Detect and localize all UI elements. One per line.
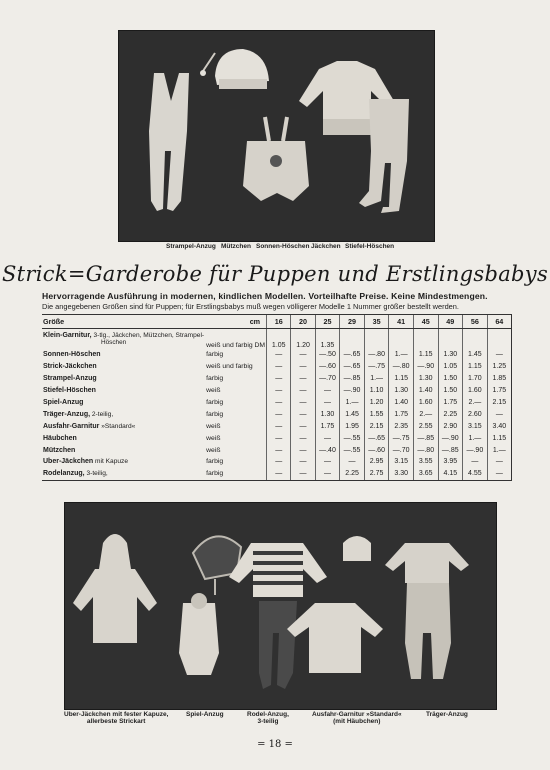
price-cell: —.75	[364, 361, 389, 373]
price-cell: —	[487, 408, 511, 420]
item-name-cell	[42, 456, 205, 468]
price-cell: 2.95	[364, 456, 389, 468]
price-cell: 1.—	[364, 373, 389, 385]
table-row	[42, 408, 512, 420]
price-cell: —	[267, 444, 291, 456]
price-cell: —	[291, 432, 315, 444]
price-cell: —.80	[389, 361, 414, 373]
price-cell: 1.70	[463, 373, 488, 385]
bottom-photo-garments	[65, 503, 496, 709]
price-cell: 1.60	[463, 385, 488, 397]
item-name: Strick-Jäckchen	[43, 363, 97, 371]
price-cell: —	[267, 456, 291, 468]
table-row	[42, 468, 512, 480]
item-color: farbig	[206, 351, 224, 359]
price-cell: —.65	[364, 432, 389, 444]
top-photo-garments	[119, 31, 434, 241]
price-cell: —.85	[413, 432, 438, 444]
table-body	[42, 329, 512, 481]
price-cell: 2.55	[413, 420, 438, 432]
item-color: weiß	[206, 434, 221, 442]
price-cell: —.65	[340, 361, 365, 373]
top-caption-strampel-anzug: Strampel-Anzug	[166, 243, 216, 250]
price-cell: —	[487, 456, 511, 468]
item-name-cell	[42, 361, 205, 373]
price-cell: 1.05	[438, 361, 463, 373]
item-color: farbig	[206, 375, 224, 383]
unit-label: cm	[205, 315, 266, 329]
price-cell: —.65	[340, 349, 365, 361]
size-col-header: 41	[389, 315, 414, 329]
item-name-cell	[42, 329, 205, 350]
price-cell: 4.15	[438, 468, 463, 480]
item-name: Strampel-Anzug	[43, 375, 97, 383]
caption-line: allerbeste Strickart	[86, 718, 146, 725]
price-cell: —	[267, 397, 291, 409]
price-cell	[438, 329, 463, 350]
caption-line: 3-teilig	[257, 718, 279, 725]
item-name: Häubchen	[43, 434, 77, 442]
price-cell: 2.35	[389, 420, 414, 432]
price-cell: 1.30	[315, 408, 340, 420]
price-cell: 3.30	[389, 468, 414, 480]
bottom-caption-traeger-anzug	[426, 711, 468, 718]
price-cell: —	[291, 420, 315, 432]
top-caption-stiefel-hoeschen: Stiefel-Höschen	[345, 243, 395, 250]
price-cell: —.90	[340, 385, 365, 397]
price-cell: —	[291, 408, 315, 420]
price-cell: 1.30	[413, 373, 438, 385]
price-cell: —.80	[364, 349, 389, 361]
price-cell	[463, 329, 488, 350]
table-row	[42, 397, 512, 409]
top-caption-jaeckchen: Jäckchen	[311, 243, 341, 250]
item-name-cell	[42, 349, 205, 361]
item-name: Träger-Anzug,	[43, 410, 91, 418]
price-cell: 1.85	[487, 373, 511, 385]
caption-line: Rodel-Anzug,	[247, 711, 289, 718]
bottom-caption-spiel-anzug	[186, 711, 224, 718]
price-cell: —.40	[315, 444, 340, 456]
price-cell: —	[267, 432, 291, 444]
price-cell: 3.15	[463, 420, 488, 432]
price-cell: 3.40	[487, 420, 511, 432]
item-detail: 3-tlg., Jäckchen, Mützchen, Strampel-	[91, 332, 205, 339]
price-cell: 1.40	[413, 385, 438, 397]
price-cell: 2.—	[463, 397, 488, 409]
price-cell: 1.50	[438, 373, 463, 385]
table-row	[42, 420, 512, 432]
price-cell: 1.40	[389, 397, 414, 409]
price-cell: —.55	[340, 432, 365, 444]
price-cell: —.60	[315, 361, 340, 373]
size-label: Größe	[42, 315, 205, 329]
bottom-product-photo	[64, 502, 497, 710]
price-cell: 1.20	[364, 397, 389, 409]
item-detail: Höschen	[101, 339, 127, 346]
table-row	[42, 361, 512, 373]
item-name-cell	[42, 373, 205, 385]
item-name: Stiefel-Höschen	[43, 387, 96, 395]
price-cell: 1.45	[340, 408, 365, 420]
price-cell: —	[291, 361, 315, 373]
price-cell: —	[487, 349, 511, 361]
price-cell: —	[291, 444, 315, 456]
size-col-header: 29	[340, 315, 365, 329]
size-col-header: 49	[438, 315, 463, 329]
item-name: Klein-Garnitur,	[43, 332, 92, 339]
spiel-anzug-garment	[179, 593, 219, 675]
price-cell: 3.15	[389, 456, 414, 468]
item-name-cell	[42, 385, 205, 397]
price-cell: —	[291, 468, 315, 480]
table-row	[42, 329, 512, 350]
price-cell: 1.05	[267, 329, 291, 350]
price-cell: 1.—	[463, 432, 488, 444]
price-cell: —	[340, 456, 365, 468]
item-color: farbig	[206, 399, 224, 406]
bottom-caption-uber-jaeckchen	[64, 711, 168, 725]
top-product-photo	[118, 30, 435, 242]
price-cell: —	[463, 456, 488, 468]
price-cell: 2.25	[438, 408, 463, 420]
table-row	[42, 385, 512, 397]
size-col-header: 20	[291, 315, 315, 329]
price-cell: —	[267, 385, 291, 397]
price-cell	[487, 329, 511, 350]
price-cell: 2.75	[364, 468, 389, 480]
table-row	[42, 444, 512, 456]
size-col-header: 64	[487, 315, 511, 329]
price-cell: —	[267, 420, 291, 432]
item-color: farbig	[206, 410, 224, 418]
subtitle: Hervorragende Ausführung in modernen, kindlichen Modellen. Vorteilhafte Preise. Keine Mindestmengen.	[42, 291, 488, 301]
item-name-cell	[42, 420, 205, 432]
table-row	[42, 432, 512, 444]
price-cell: 1.15	[463, 361, 488, 373]
item-name-cell	[42, 444, 205, 456]
price-cell: —.85	[340, 373, 365, 385]
item-name: Mützchen	[43, 446, 76, 454]
price-cell: 1.30	[438, 349, 463, 361]
price-cell: —.75	[389, 432, 414, 444]
price-cell	[340, 329, 365, 350]
table-row	[42, 373, 512, 385]
item-name: Ausfahr-Garnitur	[43, 422, 100, 430]
price-cell: —.50	[315, 349, 340, 361]
caption-line: Träger-Anzug	[426, 711, 468, 718]
price-cell: —.70	[315, 373, 340, 385]
bottom-caption-ausfahr-garnitur	[312, 711, 402, 725]
price-cell: 4.55	[463, 468, 488, 480]
size-col-header: 45	[413, 315, 438, 329]
page-title: Strick=Garderobe für Puppen und Erstlingsbabys	[1, 262, 549, 286]
price-cell: 1.30	[389, 385, 414, 397]
price-cell: —.60	[364, 444, 389, 456]
caption-line: Spiel-Anzug	[186, 711, 224, 718]
item-detail: 3-teilig,	[84, 470, 108, 478]
price-cell: —	[267, 373, 291, 385]
price-cell: 2.90	[438, 420, 463, 432]
price-cell: —	[291, 385, 315, 397]
price-cell: 1.75	[389, 408, 414, 420]
item-name-cell	[42, 397, 205, 409]
size-col-header: 16	[267, 315, 291, 329]
price-cell: 1.—	[487, 444, 511, 456]
price-cell: 1.25	[487, 361, 511, 373]
item-name: Spiel-Anzug	[43, 399, 84, 406]
price-cell: —	[315, 468, 340, 480]
table-row	[42, 349, 512, 361]
size-col-header: 35	[364, 315, 389, 329]
price-cell: —	[291, 397, 315, 409]
price-cell: 2.60	[463, 408, 488, 420]
price-cell: —	[315, 456, 340, 468]
price-cell: 1.75	[487, 385, 511, 397]
price-cell: —.85	[438, 444, 463, 456]
price-cell: —	[267, 468, 291, 480]
price-cell: 3.65	[413, 468, 438, 480]
top-caption-sonnen-hoeschen: Sonnen-Höschen	[256, 243, 310, 250]
price-cell: 1.75	[438, 397, 463, 409]
item-name-cell	[42, 468, 205, 480]
bottom-caption-rodel-anzug	[247, 711, 289, 725]
size-note: Die angegebenen Größen sind für Puppen; für Erstlingsbabys muß wegen völligerer Modelle 1 Nummer größer bestellt werden.	[42, 302, 459, 311]
price-cell: —.70	[389, 444, 414, 456]
price-table	[42, 314, 512, 481]
price-cell: 1.75	[315, 420, 340, 432]
price-cell: 1.60	[413, 397, 438, 409]
item-color: weiß und farbig DM	[206, 342, 266, 349]
price-cell	[364, 329, 389, 350]
price-cell: 3.95	[438, 456, 463, 468]
size-col-header: 25	[315, 315, 340, 329]
price-cell: 1.20	[291, 329, 315, 350]
caption-line: (mit Häubchen)	[333, 718, 381, 725]
price-cell: 1.45	[463, 349, 488, 361]
item-color: weiß	[206, 446, 221, 454]
price-cell: 1.15	[389, 373, 414, 385]
size-col-header: 56	[463, 315, 488, 329]
item-color: farbig	[205, 468, 266, 480]
item-name: Uber-Jäckchen	[43, 458, 94, 466]
caption-line: Uber-Jäckchen mit fester Kapuze,	[64, 711, 169, 718]
price-cell: 1.15	[413, 349, 438, 361]
price-cell: 1.—	[389, 349, 414, 361]
price-cell	[413, 329, 438, 350]
price-cell: —	[487, 468, 511, 480]
price-cell: —	[315, 397, 340, 409]
price-cell: 2.15	[364, 420, 389, 432]
price-cell: —.90	[438, 432, 463, 444]
price-cell: —	[291, 373, 315, 385]
price-cell: 3.55	[413, 456, 438, 468]
item-name-cell	[42, 432, 205, 444]
item-detail: »Standard«	[99, 422, 136, 430]
price-cell: —	[315, 385, 340, 397]
price-cell: —.90	[413, 361, 438, 373]
item-color: weiß und farbig	[206, 363, 253, 371]
price-cell	[389, 329, 414, 350]
item-name: Rodelanzug,	[43, 470, 85, 478]
price-cell: —.80	[413, 444, 438, 456]
price-cell: 1.—	[340, 397, 365, 409]
price-cell: 1.55	[364, 408, 389, 420]
table-row	[42, 456, 512, 468]
price-cell: —	[315, 432, 340, 444]
price-cell: 2.15	[487, 397, 511, 409]
price-cell: 2.—	[413, 408, 438, 420]
price-cell: 2.25	[340, 468, 365, 480]
price-cell: 1.50	[438, 385, 463, 397]
item-color: weiß	[206, 387, 221, 395]
price-cell: —.55	[340, 444, 365, 456]
price-cell: 1.10	[364, 385, 389, 397]
price-cell: —	[267, 361, 291, 373]
price-cell: 1.95	[340, 420, 365, 432]
item-color: weiß	[206, 422, 221, 430]
price-cell: —	[291, 456, 315, 468]
item-detail: 2-teilig,	[90, 410, 114, 418]
item-name-cell	[42, 408, 205, 420]
price-cell: —	[267, 349, 291, 361]
table-header-row	[42, 315, 512, 329]
item-detail: mit Kapuze	[93, 458, 129, 466]
page-number: = 18 =	[257, 739, 293, 750]
price-cell: —.90	[463, 444, 488, 456]
item-name: Sonnen-Höschen	[43, 351, 101, 359]
item-color: farbig	[206, 458, 224, 466]
caption-line: Ausfahr-Garnitur »Standard«	[312, 711, 402, 718]
price-cell: —	[267, 408, 291, 420]
top-caption-muetzchen: Mützchen	[221, 243, 251, 250]
price-cell: 1.35	[315, 329, 340, 350]
price-cell: 1.15	[487, 432, 511, 444]
price-cell: —	[291, 349, 315, 361]
